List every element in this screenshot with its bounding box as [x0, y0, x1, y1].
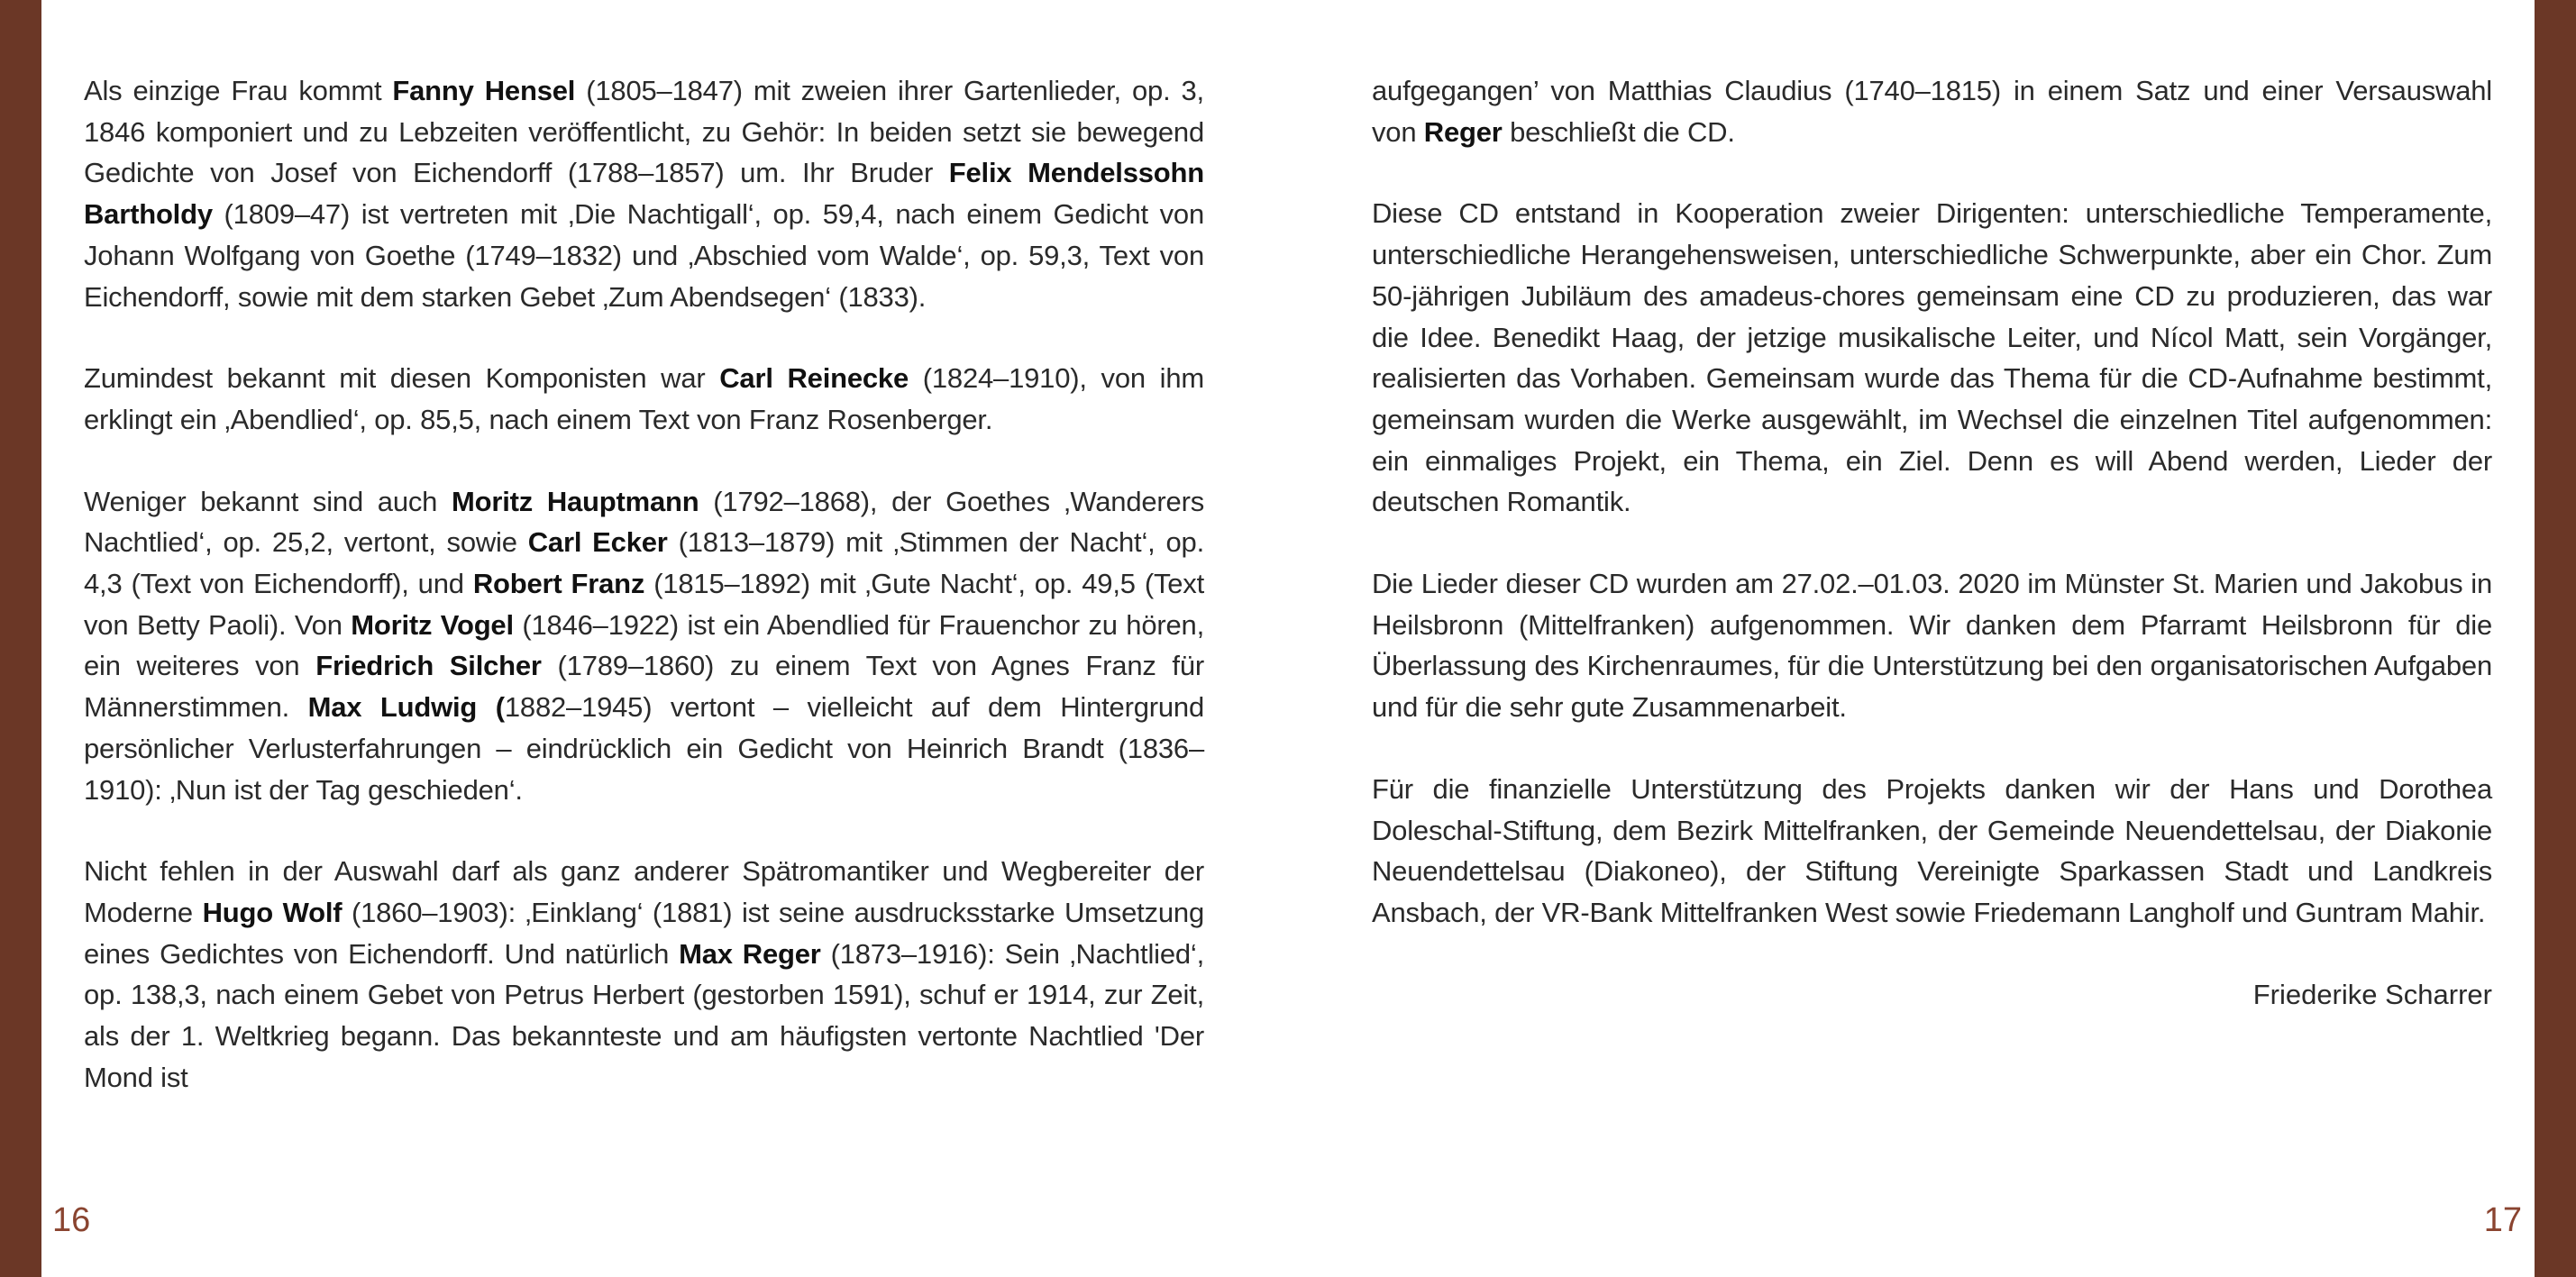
text-run: (1860–1903): ‚Einklang‘ (1881) ist seine ausdrucksstarke Umsetzung eines Gedichtes von Eichendorff. Und natürlich [84, 896, 1204, 970]
page-number-left: 16 [52, 1201, 91, 1239]
paragraph [84, 70, 1204, 317]
text-run: Nicht fehlen in der Auswahl darf als ganz anderer Spätromantiker und Wegbereiter der Moderne [84, 855, 1204, 928]
composer-name: Moritz Vogel [351, 608, 514, 641]
text-run: Die Lieder dieser CD wurden am 27.02.–01.03. 2020 im Münster St. Marien und Jakobus in Heilsbronn (Mittelfranken) aufgenommen. Wir danken dem Pfarramt Heilsbronn für die Überlassung des Kirchenraumes, für die Unterstützung bei den organisatorischen Aufgaben und für die sehr gute Zusammenarbeit. [1372, 568, 2492, 724]
text-run: Weniger bekannt sind auch [84, 485, 452, 517]
text-run: beschließt die CD. [1502, 115, 1735, 148]
text-run: (1792–1868), der Goethes ‚Wanderers Nachtlied‘, op. 25,2, vertont, sowie [84, 485, 1204, 559]
right-page [1372, 70, 2492, 1015]
left-border-strip [0, 0, 41, 1277]
composer-name: Hugo Wolf [202, 896, 343, 928]
composer-name: Felix Mendelssohn Bartholdy [84, 157, 1205, 231]
composer-name: Fanny Hensel [392, 75, 576, 106]
composer-name: Carl Reinecke [719, 362, 909, 395]
text-run: Diese CD entstand in Kooperation zweier Dirigenten: unterschiedliche Temperamente, unterschiedliche Herangehensweisen, unterschiedliche Schwerpunkte, aber ein Chor. Zum 50-jährigen Jubiläum des amadeus-chores gemeinsam eine CD zu produzieren, das war die Idee. Benedikt Haag, der jetzige musikalische Leiter, und Nícol Matt, sein Vorgänger, realisierten das Vorhaben. Gemeinsam wurde das Thema für die CD-Aufnahme bestimmt, gemeinsam wurden die Werke ausgewählt, im Wechsel die einzelnen Titel aufgenommen: ein einmaliges Projekt, ein Thema, ein Ziel. Denn es will Abend werden, Lieder der deutschen Romantik. [1372, 197, 2492, 518]
text-run: (1815–1892) mit ‚Gute Nacht‘, op. 49,5 (Text von Betty Paoli). Von [84, 568, 1204, 641]
paragraph [84, 481, 1204, 811]
composer-name: Moritz Hauptmann [451, 485, 699, 517]
text-run: (1873–1916): Sein ‚Nachtlied‘, op. 138,3, nach einem Gebet von Petrus Herbert (gestorben 1591), schuf er 1914, zur Zeit, als der 1. Weltkrieg begann. Das bekannteste und am häufigsten vertonte Nachtlied 'Der Mond ist [84, 937, 1204, 1093]
text-run: (1824–1910), von ihm erklingt ein ‚Abendlied‘, op. 85,5, nach einem Text von Franz Rosenberger. [84, 362, 1204, 435]
composer-name: Max Reger [679, 937, 821, 970]
page-number-right: 17 [2483, 1201, 2522, 1239]
text-run: (1846–1922) ist ein Abendlied für Frauenchor zu hören, ein weiteres von [84, 608, 1204, 682]
text-run: 1882–1945) vertont – vielleicht auf dem Hintergrund persönlicher Verlusterfahrungen – eindrücklich ein Gedicht von Heinrich Brandt (1836–1910): ‚Nun ist der Tag geschieden‘. [84, 691, 1204, 806]
paragraph [1372, 193, 2492, 523]
composer-name: Reger [1423, 115, 1503, 148]
composer-name: Robert Franz [472, 568, 645, 600]
left-page [84, 70, 1204, 1138]
text-run: aufgegangen’ von Matthias Claudius (1740–1815) in einem Satz und einer Versauswahl von [1372, 75, 2492, 148]
text-run: Zumindest bekannt mit diesen Komponisten war [84, 362, 720, 395]
text-run: Als einzige Frau kommt [84, 75, 393, 106]
paragraph [1372, 70, 2492, 152]
paragraph [84, 851, 1204, 1098]
text-run: (1809–47) ist vertreten mit ‚Die Nachtigall‘, op. 59,4, nach einem Gedicht von Johann Wolfgang von Goethe (1749–1832) und ‚Abschied vom Walde‘, op. 59,3, Text von Eichendorff, sowie mit dem starken Gebet ‚Zum Abendsegen‘ (1833). [84, 198, 1204, 313]
composer-name: Carl Ecker [527, 526, 668, 559]
text-run: (1805–1847) mit zweien ihrer Gartenlieder, op. 3, 1846 komponiert und zu Lebzeiten veröffentlicht, zu Gehör: In beiden setzt sie bewegend Gedichte von Josef von Eichendorff (1788–1857) um. Ihr Bruder [84, 75, 1204, 189]
text-run: Für die finanzielle Unterstützung des Projekts danken wir der Hans und Dorothea Doleschal-Stiftung, dem Bezirk Mittelfranken, der Gemeinde Neuendettelsau, der Diakonie Neuendettelsau (Diakoneo), der Stiftung Vereinigte Sparkassen Stadt und Landkreis Ansbach, der VR-Bank Mittelfranken West sowie Friedemann Langholf und Guntram Mahir. [1372, 772, 2492, 928]
text-run: (1813–1879) mit ‚Stimmen der Nacht‘, op. 4,3 (Text von Eichendorff), und [84, 526, 1205, 600]
paragraph [84, 358, 1204, 440]
composer-name: Friedrich Silcher [315, 650, 542, 682]
paragraph [1372, 563, 2492, 728]
right-border-strip [2535, 0, 2576, 1277]
paragraph [1372, 769, 2492, 934]
text-run: (1789–1860) zu einem Text von Agnes Franz für Männerstimmen. [84, 650, 1204, 724]
author-signature: Friederike Scharrer [2252, 978, 2492, 1010]
composer-name: Max Ludwig ( [307, 691, 505, 724]
